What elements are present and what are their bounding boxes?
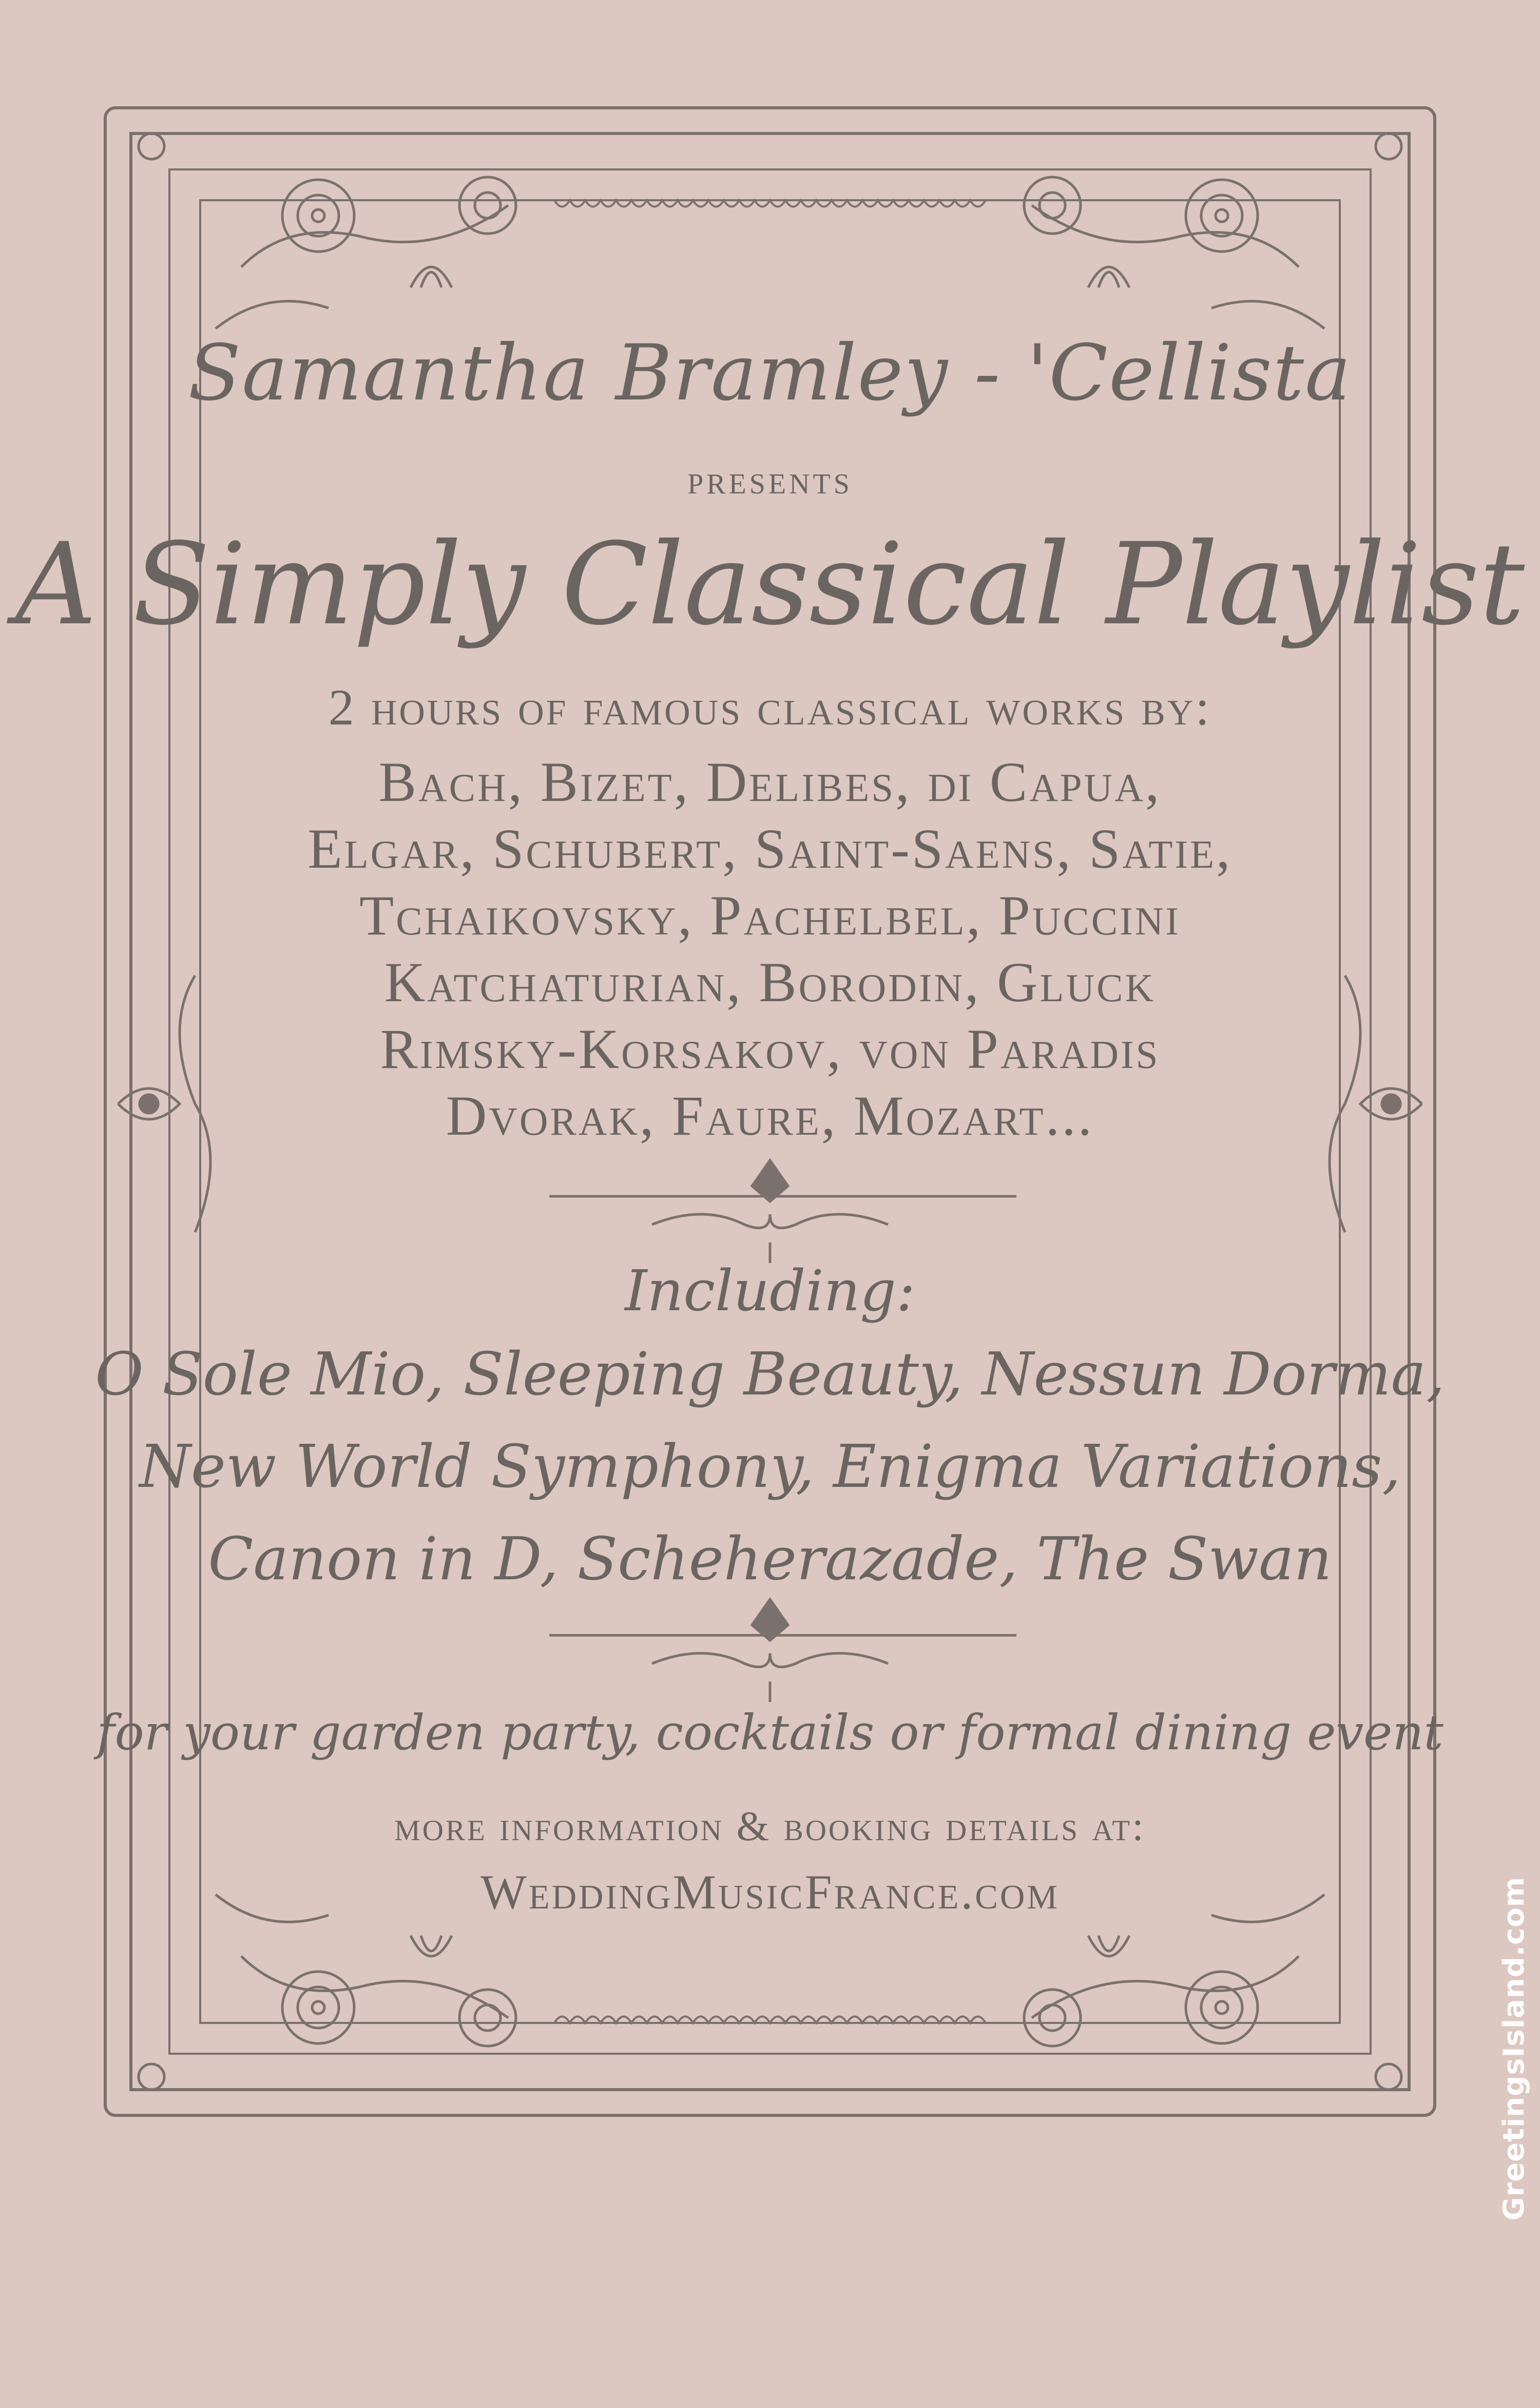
corner-ornament-top-right [1024,133,1401,329]
divider-upper [549,1160,1016,1263]
corner-ornament-top-left [139,133,516,329]
divider-lower [549,1599,1016,1702]
including-label: Including: [625,1258,915,1324]
presents-label: presents [687,457,853,503]
composer-line: Tchaikovsky, Pachelbel, Puccini [359,884,1181,947]
more-info-text: more information & booking details at: [394,1803,1146,1849]
occasions-text: for your garden party, cocktails or formal dining event [97,1705,1443,1761]
piece-line: New World Symphony, Enigma Variations, [139,1432,1401,1501]
piece-line: Canon in D, Scheherazade, The Swan [208,1525,1332,1594]
intro-text: 2 hours of famous classical works by: [328,679,1212,736]
piece-line: O Sole Mio, Sleeping Beauty, Nessun Dorma, [95,1340,1445,1409]
performer-name: Samantha Bramley - 'Cellista [188,329,1352,418]
website-link[interactable]: WeddingMusicFrance.com [480,1865,1060,1919]
composer-line: Elgar, Schubert, Saint-Saens, Satie, [307,817,1233,880]
composer-line: Bach, Bizet, Delibes, di Capua, [378,751,1162,813]
composer-line: Katchaturian, Borodin, Gluck [384,951,1156,1014]
watermark: GreetingsIsland.com [1497,1876,1531,2221]
page-title: A Simply Classical Playlist [15,519,1525,650]
composer-line: Dvorak, Faure, Mozart... [446,1084,1094,1147]
corner-ornament-bottom-left [139,1895,516,2090]
corner-ornament-bottom-right [1024,1895,1401,2090]
composer-line: Rimsky-Korsakov, von Paradis [380,1018,1160,1080]
